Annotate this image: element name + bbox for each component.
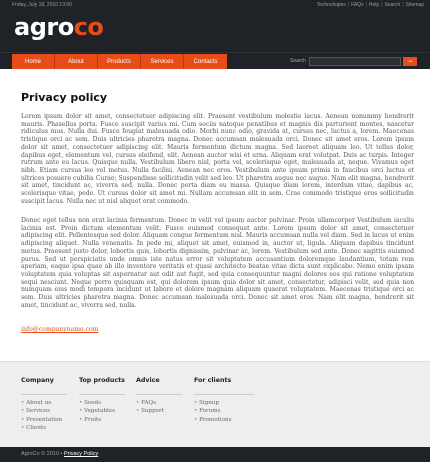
nav-services[interactable]: Services [141,54,184,69]
top-link-sitemap[interactable]: Sitemap [405,2,424,8]
main-nav [12,54,227,69]
footer-link[interactable]: • FAQs [136,399,182,407]
footer-link[interactable]: • About us [21,399,67,407]
footer-column-title: For clients [194,377,232,384]
header-date: Friday, July 18, 2010 13:00 [12,2,72,8]
site-logo[interactable] [14,15,103,39]
nav-products[interactable]: Products [98,54,141,69]
footer-link[interactable]: • Promotions [194,416,254,424]
footer-link[interactable]: • Vegetables [79,407,125,415]
main-content [0,69,430,361]
top-link-technologies[interactable]: Technologies [316,2,346,8]
search-input[interactable] [309,57,401,66]
privacy-policy-link[interactable]: Privacy Policy [63,451,99,457]
footer-column-company [21,377,67,432]
separator: | [347,2,350,8]
footer-column-advice [136,377,182,416]
copyright [21,451,98,457]
footer-link[interactable]: • Forums [194,407,254,415]
footer-column-for-clients [194,377,254,424]
logo-part2: co [73,13,104,41]
top-link-faqs[interactable]: FAQs [351,2,364,8]
nav-about[interactable]: About [55,54,98,69]
footer-column-title: Top products [79,377,125,384]
footer-link[interactable]: • Seeds [79,399,125,407]
footer-link[interactable]: • Clients [21,424,67,432]
footer [0,361,430,447]
main-navbar [0,52,430,69]
top-links [317,2,424,8]
nav-home[interactable]: Home [12,54,55,69]
logo-part1: agro [14,13,74,41]
separator: | [402,2,404,8]
top-link-search[interactable]: Search [384,2,401,8]
separator: | [365,2,367,8]
footer-link[interactable]: • Presentation [21,416,67,424]
footer-column-title: Advice [136,377,160,384]
separator: | [381,2,383,8]
footer-column-top-products [79,377,125,424]
contact-email-link[interactable]: info@companyname.com [21,326,99,333]
copyright-text: AgroCo © 2010 • [21,451,63,457]
page-title: Privacy policy [21,91,108,104]
nav-contacts[interactable]: Contacts [184,54,227,69]
footer-column-title: Company [21,377,54,384]
header [0,0,430,52]
top-link-help[interactable]: Help [368,2,380,8]
policy-paragraph-1: Lorem ipsum dolor sit amet, consectetuer adipiscing elit. Praesent vestibulum molestie lacus. Aenean nonummy hendrerit mauris. Phasellus porta. Fusce suscipit varius mi. Cum sociis natoque penatibus et magnis dis parturient montes, nascetur ridiculus mus. Nulla dui. Fusce feugiat malesuada odio. Morbi nunc odio, gravida at, cursus nec, luctus a, lorem. Maecenas tristique orci ac sem. Duis ultricies pharetra magna. Donec accumsan malesuada orci. Donec sit amet eros. Lorem ipsum dolor sit amet, consectetuer adipiscing elit. Mauris fermentum dictum magna. Sed laoreet aliquam leo. Ut tellus dolor, dapibus eget, elementum vel, cursus eleifend, elit. Aenean auctor wisi et urna. Aliquam erat volutpat. Duis ac turpis. Integer rutrum ante eu lacus. Quisque nulla. Vestibulum libero nisl, porta vel, scelerisque eget, malesuada at, neque. Vivamus eget nibh. Etiam cursus leo vel metus. Nulla facilisi. Aenean nec eros. Vestibulum ante ipsum primis in faucibus orci luctus et ultrices posuere cubilia Curae; Suspendisse sollicitudin velit sed leo. Ut pharetra augue nec augue. Nam elit magna, hendrerit sit amet, tincidunt ac, viverra sed, nulla. Donec porta diam eu massa. Quisque diam lorem, interdum vitae, dapibus ac, scelerisque vitae, pede. Ut cursus dolor sit amet mi. Nullam accumsan elit in sem. Cras commodo tristique eros sollicitudin suscipit lacus. Nulla nec ut nisl aliquet erat commodo. [21,113,414,205]
footer-link[interactable]: • Support [136,407,182,415]
footer-link[interactable]: • Signup [194,399,254,407]
search-label: Search [290,58,306,64]
bottom-bar [0,447,430,462]
policy-paragraph-2: Donec eget tellus non erat lacinia fermentum. Donec in velit vel ipsum auctor pulvinar. Proin ullamcorper Vestibulum iaculis lacinia est. Proin dictum elementum velit. Fusce euismod consequat ante. Lorem ipsum dolor sit amet, consectetuer adipiscing elit. Pellentesque sed dolor. Aliquam congue fermentum nisl. Mauris accumsan nulla vel diam. Sed in lacus ut enim adipiscing aliquet. Nulla venenatis. In pede mi, aliquet sit amet, euismod in, auctor ut, ligula. Aliquam dapibus tincidunt metus. Praesent justo dolor, lobortis quis, lobortis dignissim, pulvinar ac, lorem. Vestibulum sed ante. Donec sagittis euismod purus. Sed ut perspiciatis unde omnis iste natus error sit voluptatem accusantium doloremque laudantium, totam rem aperiam, eaque ipsa quae ab illo inventore veritatis et quasi architecto beatae vitae dicta sunt explicabo. Nemo enim ipsam voluptatem quia voluptas sit aspernatur aut odit aut fugit, sed quia consequuntur magni dolores eos qui ratione voluptatem sequi nesciunt. Neque porro quisquam est, qui dolorem ipsum quia dolor sit amet, consectetur, adipisci velit, sed quia non numquam eius modi tempora incidunt ut labore et dolore magnam aliquam quaerat voluptatem. Maecenas tristique orci ac sem. Duis ultricies pharetra magna. Donec accumsan malesuada orci. Donec sit amet eros. Nam elit magna, hendrerit sit amet, tincidunt ac, viverra sed, nulla. [21,217,414,309]
footer-link[interactable]: • Fruits [79,416,125,424]
footer-link[interactable]: • Services [21,407,67,415]
arrow-right-icon: → [407,57,413,65]
search-button[interactable] [403,57,417,66]
